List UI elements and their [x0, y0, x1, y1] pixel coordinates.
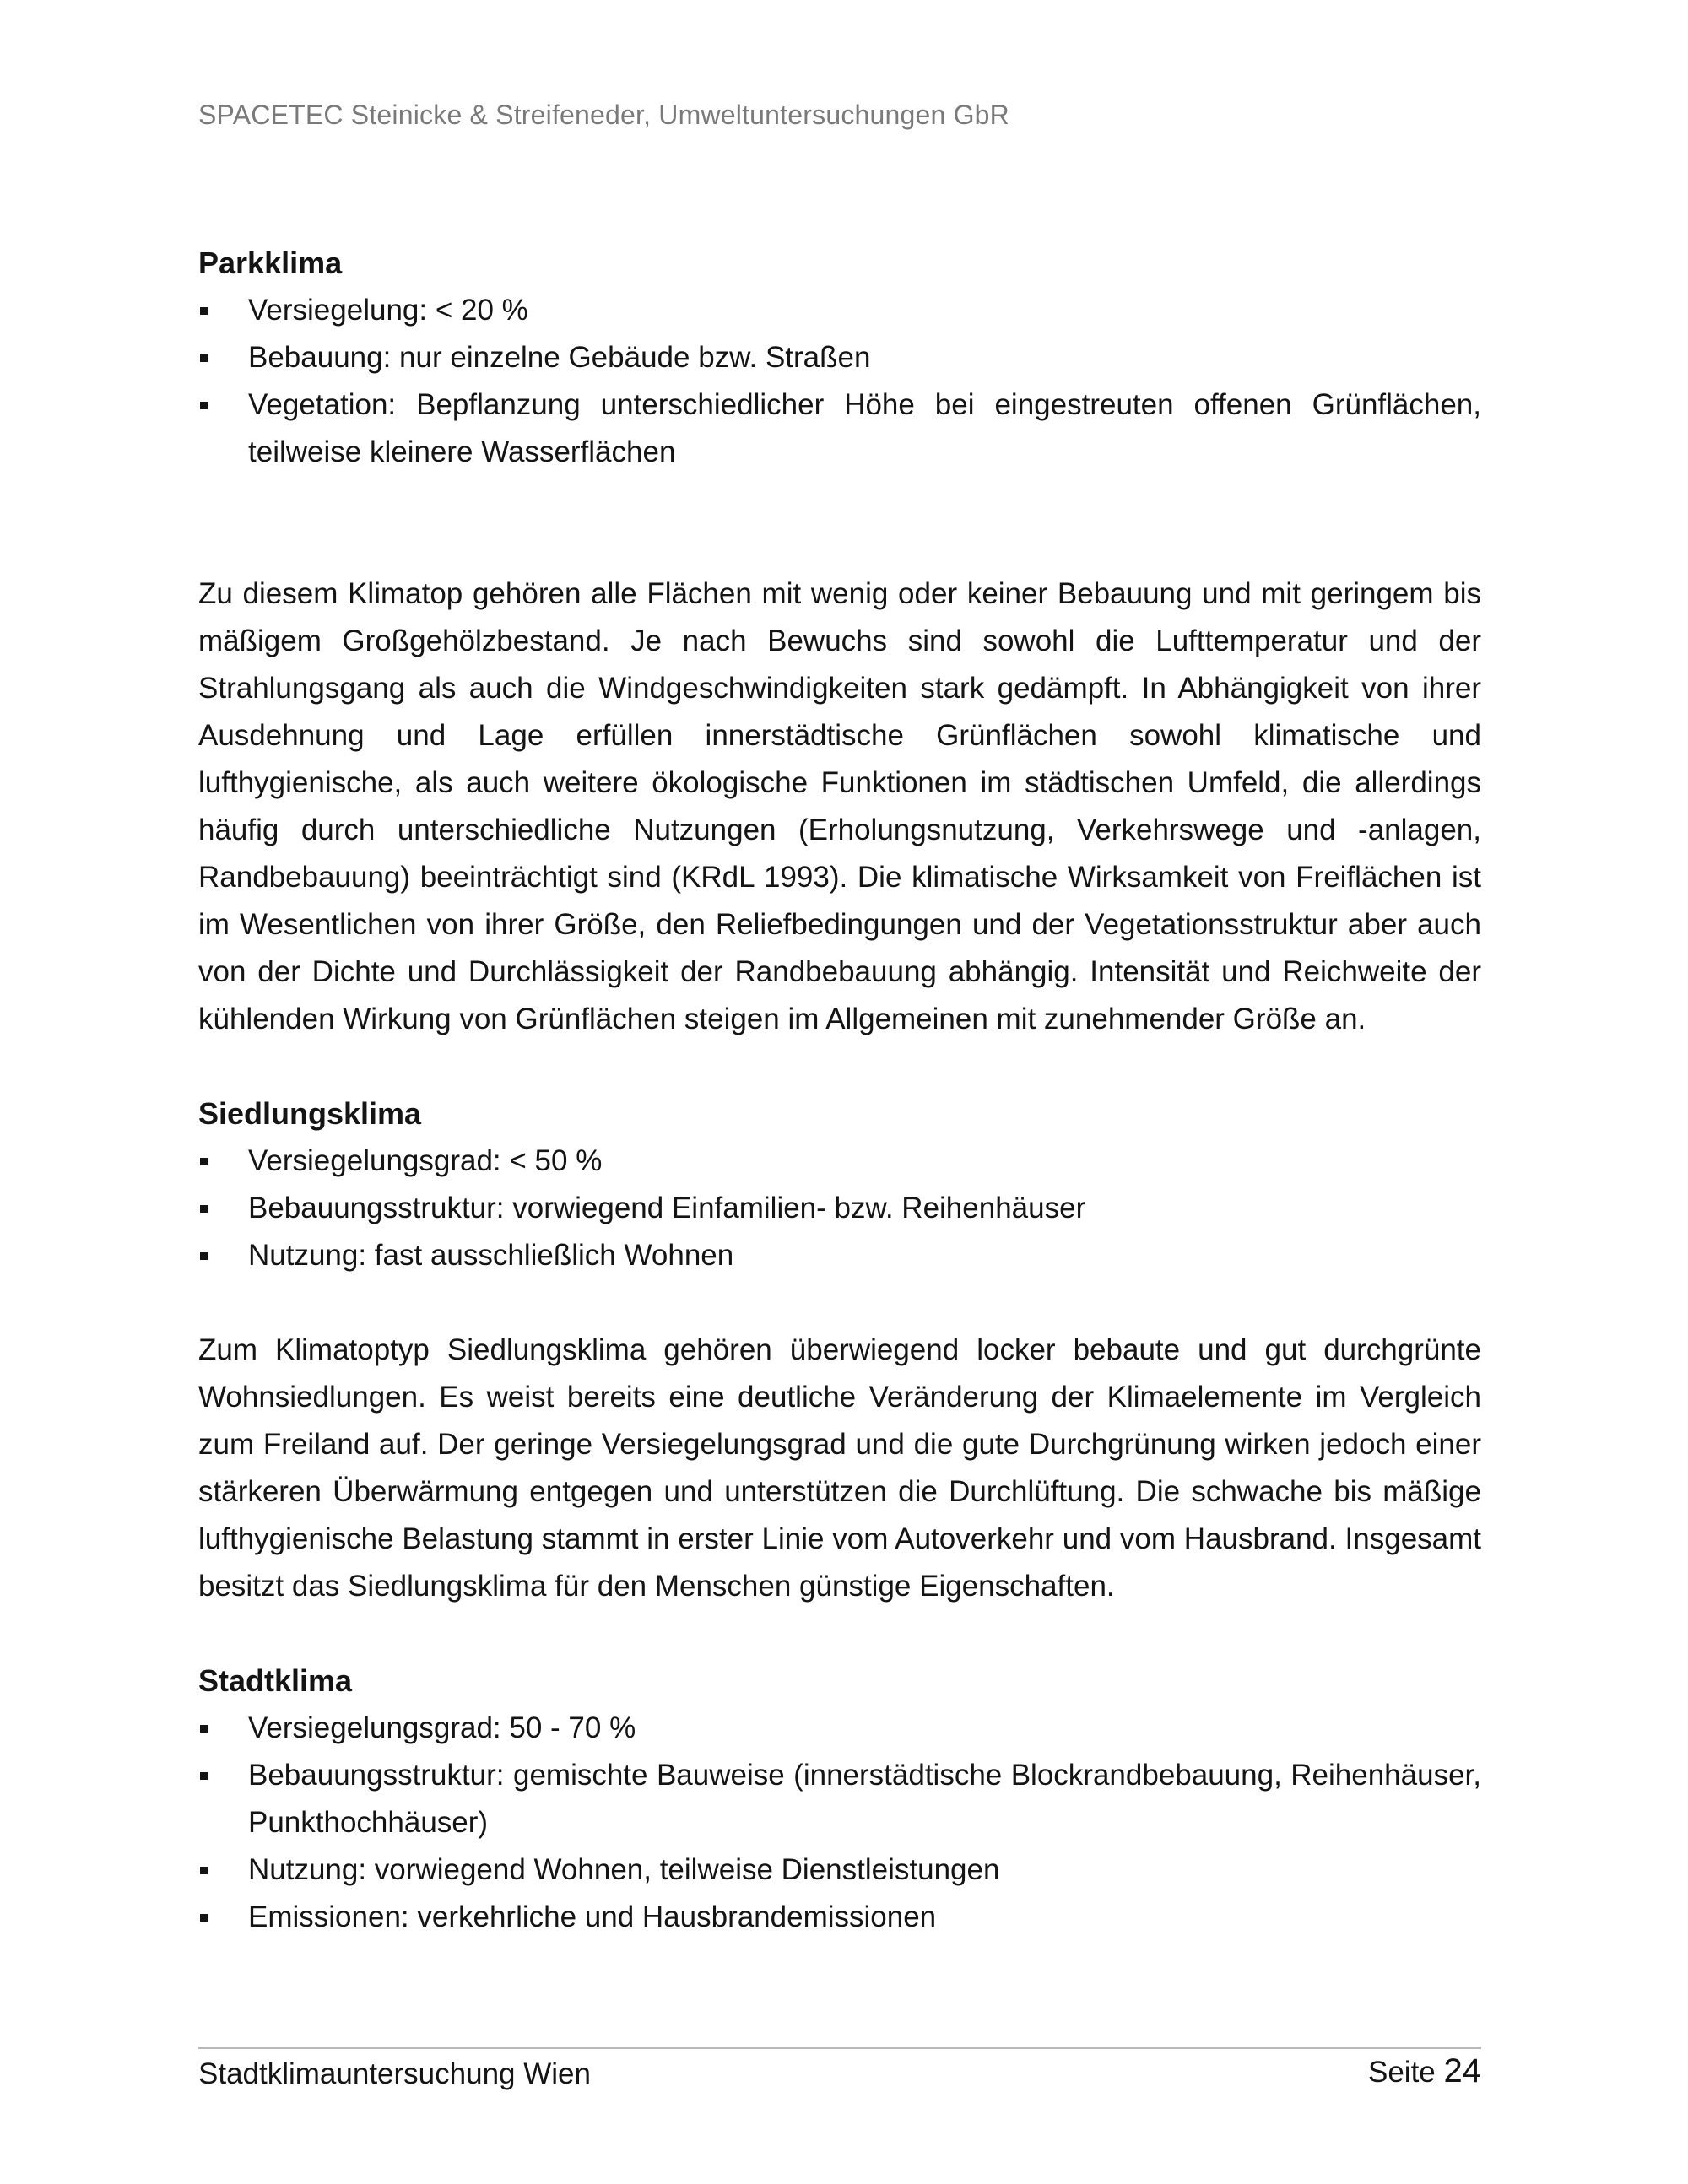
footer-document-title: Stadtklimauntersuchung Wien: [198, 2057, 591, 2090]
page-header: SPACETEC Steinicke & Streifeneder, Umweltuntersuchungen GbR: [198, 100, 1009, 130]
list-item: Bebauungsstruktur: gemischte Bauweise (innerstädtische Blockrandbebauung, Reihenhäuser, Punkthochhäuser): [198, 1752, 1481, 1846]
bullet-list-siedlungsklima: [198, 1138, 1481, 1279]
section-title-stadtklima: Stadtklima: [198, 1663, 353, 1698]
list-item: Nutzung: vorwiegend Wohnen, teilweise Dienstleistungen: [198, 1846, 1481, 1894]
footer-divider: [198, 2047, 1481, 2049]
list-item: Versiegelungsgrad: < 50 %: [198, 1138, 1481, 1185]
section-title-siedlungsklima: Siedlungsklima: [198, 1096, 422, 1131]
list-item: Bebauungsstruktur: vorwiegend Einfamilien- bzw. Reihenhäuser: [198, 1185, 1481, 1232]
list-item: Emissionen: verkehrliche und Hausbrandemissionen: [198, 1894, 1481, 1941]
page-number: [1368, 2052, 1481, 2090]
list-item: Versiegelungsgrad: 50 - 70 %: [198, 1705, 1481, 1752]
bullet-list-stadtklima: [198, 1705, 1481, 1941]
list-item: Nutzung: fast ausschließlich Wohnen: [198, 1232, 1481, 1279]
bullet-list-parkklima: [198, 287, 1481, 476]
page-label: Seite: [1367, 2056, 1436, 2089]
list-item: Vegetation: Bepflanzung unterschiedlicher Höhe bei eingestreuten offenen Grünflächen, teilweise kleinere Wasserflächen: [198, 381, 1481, 476]
paragraph-parkklima: Zu diesem Klimatop gehören alle Flächen mit wenig oder keiner Bebauung und mit geringem bis mäßigem Großgehölzbestand. Je nach Bewuchs sind sowohl die Lufttemperatur und der Strahlungsgang als auch die Windgeschwindigkeiten stark gedämpft. In Abhängigkeit von ihrer Ausdehnung und Lage erfüllen innerstädtische Grünflächen sowohl klimatische und lufthygienische, als auch weitere ökologische Funktionen im städtischen Umfeld, die allerdings häufig durch unterschiedliche Nutzungen (Erholungsnutzung, Verkehrswege und -anlagen, Randbebauung) beeinträchtigt sind (KRdL 1993). Die klimatische Wirksamkeit von Freiflächen ist im Wesentlichen von ihrer Größe, den Reliefbedingungen und der Vegetationsstruktur aber auch von der Dichte und Durchlässigkeit der Randbebauung abhängig. Intensität und Reichweite der kühlenden Wirkung von Grünflächen steigen im Allgemeinen mit zunehmender Größe an.: [198, 577, 1481, 1035]
section-title-parkklima: Parkklima: [198, 246, 343, 280]
page-number-value: 24: [1443, 2052, 1481, 2089]
document-body: [198, 240, 1481, 1941]
paragraph-siedlungsklima: Zum Klimatoptyp Siedlungsklima gehören überwiegend locker bebaute und gut durchgrünte Wohnsiedlungen. Es weist bereits eine deutliche Veränderung der Klimaelemente im Vergleich zum Freiland auf. Der geringe Versiegelungsgrad und die gute Durchgrünung wirken jedoch einer stärkeren Überwärmung entgegen und unterstützen die Durchlüftung. Die schwache bis mäßige lufthygienische Belastung stammt in erster Linie vom Autoverkehr und vom Hausbrand. Insgesamt besitzt das Siedlungsklima für den Menschen günstige Eigenschaften.: [198, 1333, 1481, 1603]
list-item: Versiegelung: < 20 %: [198, 287, 1481, 334]
list-item: Bebauung: nur einzelne Gebäude bzw. Straßen: [198, 334, 1481, 381]
